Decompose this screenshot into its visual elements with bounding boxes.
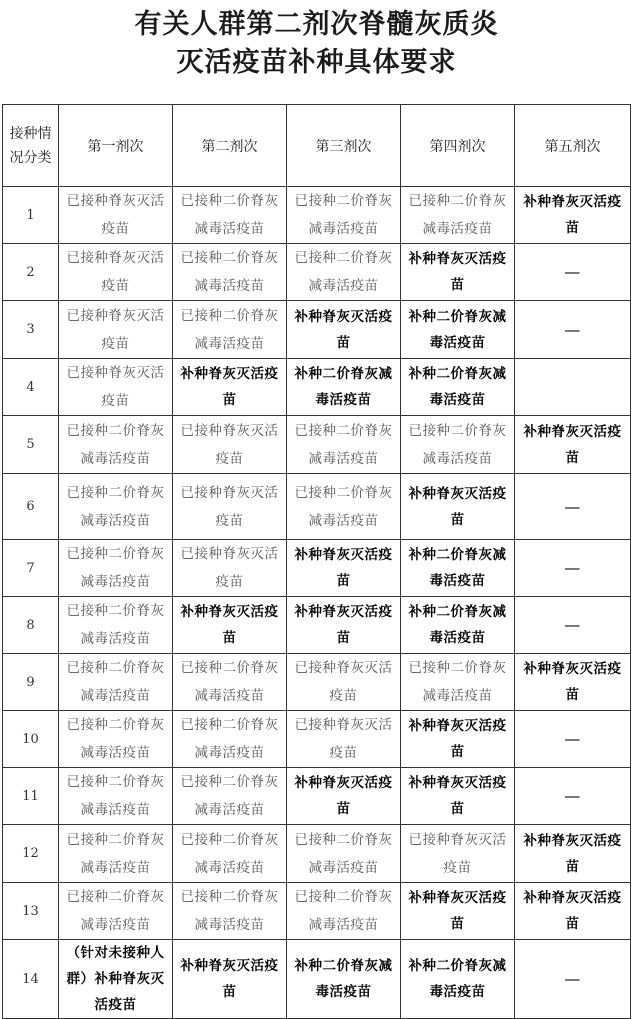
dose-2-cell xyxy=(173,416,287,474)
cell-text: 已接种脊灰灭活疫苗 xyxy=(408,831,507,876)
header-dose-2: 第二剂次 xyxy=(173,105,287,187)
table-header-row xyxy=(3,105,631,187)
dose-1-cell xyxy=(59,825,173,883)
dose-4-cell xyxy=(401,883,515,940)
header-dose-1: 第一剂次 xyxy=(59,105,173,187)
dose-1-cell xyxy=(59,768,173,825)
cell-text: — xyxy=(564,262,581,281)
cell-text: 已接种二价脊灰减毒活疫苗 xyxy=(66,889,165,933)
dose-3-cell xyxy=(287,711,401,768)
cell-text: 已接种脊灰灭活疫苗 xyxy=(66,307,165,352)
cell-text: 补种脊灰灭活疫苗 xyxy=(523,832,622,875)
cell-text: 已接种脊灰灭活疫苗 xyxy=(66,250,165,294)
cell-text: 已接种脊灰灭活疫苗 xyxy=(294,660,393,704)
dose-5-cell xyxy=(515,597,631,654)
dose-1-cell xyxy=(59,540,173,597)
dose-5-cell xyxy=(515,940,631,1019)
cell-text: 补种脊灰灭活疫苗 xyxy=(180,366,279,408)
dose-2-cell xyxy=(173,187,287,244)
dose-4-cell xyxy=(401,301,515,359)
dose-1-cell xyxy=(59,301,173,359)
cell-text: 已接种二价脊灰减毒活疫苗 xyxy=(294,484,393,529)
cell-text: 补种脊灰灭活疫苗 xyxy=(294,547,393,589)
dose-2-cell xyxy=(173,474,287,540)
dose-3-cell xyxy=(287,540,401,597)
document-title-line-1: 有关人群第二剂次脊髓灰质炎 xyxy=(134,9,499,40)
cell-text: 补种脊灰灭活疫苗 xyxy=(408,485,507,528)
cell-text: 已接种二价脊灰减毒活疫苗 xyxy=(66,603,165,647)
cell-text: 已接种二价脊灰减毒活疫苗 xyxy=(66,546,165,590)
dose-2-cell xyxy=(173,301,287,359)
row-number: 10 xyxy=(3,711,59,768)
cell-text: — xyxy=(564,615,581,634)
table-row xyxy=(3,711,631,768)
row-number: 12 xyxy=(3,825,59,883)
cell-text: 已接种二价脊灰减毒活疫苗 xyxy=(294,193,393,237)
cell-text: 已接种二价脊灰减毒活疫苗 xyxy=(294,422,393,467)
row-number: 8 xyxy=(3,597,59,654)
document-title-line-2: 灭活疫苗补种具体要求 xyxy=(176,47,457,78)
dose-2-cell xyxy=(173,244,287,301)
cell-text: 补种脊灰灭活疫苗 xyxy=(294,775,393,817)
cell-text: 补种二价脊灰减毒活疫苗 xyxy=(408,308,507,351)
dose-4-cell xyxy=(401,825,515,883)
cell-text: 已接种二价脊灰减毒活疫苗 xyxy=(66,422,165,467)
row-number: 9 xyxy=(3,654,59,711)
dose-1-cell xyxy=(59,359,173,416)
cell-text: 已接种二价脊灰减毒活疫苗 xyxy=(180,660,279,704)
row-number: 4 xyxy=(3,359,59,416)
table-row xyxy=(3,474,631,540)
cell-text: 已接种二价脊灰减毒活疫苗 xyxy=(180,250,279,294)
dose-2-cell xyxy=(173,768,287,825)
table-row xyxy=(3,825,631,883)
cell-text: 补种二价脊灰减毒活疫苗 xyxy=(408,604,507,646)
cell-text: 补种脊灰灭活疫苗 xyxy=(523,194,622,236)
cell-text: 已接种脊灰灭活疫苗 xyxy=(180,484,279,529)
header-dose-3: 第三剂次 xyxy=(287,105,401,187)
cell-text: 已接种二价脊灰减毒活疫苗 xyxy=(408,193,507,237)
dose-5-cell xyxy=(515,474,631,540)
cell-text: 已接种二价脊灰减毒活疫苗 xyxy=(408,422,507,467)
row-number: 11 xyxy=(3,768,59,825)
table-row xyxy=(3,597,631,654)
cell-text: — xyxy=(564,786,581,805)
cell-text: 补种二价脊灰减毒活疫苗 xyxy=(408,958,507,1000)
dose-3-cell xyxy=(287,883,401,940)
cell-text: 已接种二价脊灰减毒活疫苗 xyxy=(408,660,507,704)
dose-3-cell xyxy=(287,244,401,301)
table-row xyxy=(3,940,631,1019)
dose-1-cell xyxy=(59,416,173,474)
table-row xyxy=(3,654,631,711)
cell-text: 补种脊灰灭活疫苗 xyxy=(408,890,507,932)
dose-2-cell xyxy=(173,359,287,416)
cell-text: 已接种二价脊灰减毒活疫苗 xyxy=(66,831,165,876)
cell-text: — xyxy=(564,558,581,577)
row-number: 6 xyxy=(3,474,59,540)
table-row xyxy=(3,883,631,940)
cell-text: — xyxy=(564,319,581,339)
cell-text: 已接种脊灰灭活疫苗 xyxy=(180,546,279,590)
cell-text: 补种脊灰灭活疫苗 xyxy=(523,890,622,932)
dose-5-cell xyxy=(515,301,631,359)
dose-2-cell xyxy=(173,654,287,711)
cell-text: 补种脊灰灭活疫苗 xyxy=(408,251,507,293)
cell-text: 已接种二价脊灰减毒活疫苗 xyxy=(294,889,393,933)
dose-1-cell xyxy=(59,244,173,301)
dose-4-cell xyxy=(401,416,515,474)
dose-2-cell xyxy=(173,711,287,768)
cell-text: 补种脊灰灭活疫苗 xyxy=(523,661,622,703)
dose-5-cell xyxy=(515,883,631,940)
table-row xyxy=(3,359,631,416)
dose-3-cell xyxy=(287,301,401,359)
cell-text: 已接种二价脊灰减毒活疫苗 xyxy=(180,717,279,761)
cell-text: 已接种二价脊灰减毒活疫苗 xyxy=(180,307,279,352)
header-category: 接种情况分类 xyxy=(3,105,59,187)
dose-4-cell xyxy=(401,540,515,597)
dose-4-cell xyxy=(401,359,515,416)
vaccine-schedule-table xyxy=(2,104,631,1019)
dose-4-cell xyxy=(401,187,515,244)
row-number: 14 xyxy=(3,940,59,1019)
dose-4-cell xyxy=(401,711,515,768)
header-dose-4: 第四剂次 xyxy=(401,105,515,187)
table-row xyxy=(3,540,631,597)
cell-text: 补种二价脊灰减毒活疫苗 xyxy=(408,366,507,408)
table-row xyxy=(3,301,631,359)
dose-4-cell xyxy=(401,597,515,654)
cell-text: 补种脊灰灭活疫苗 xyxy=(180,604,279,646)
cell-text: 已接种二价脊灰减毒活疫苗 xyxy=(66,774,165,818)
cell-text: 已接种二价脊灰减毒活疫苗 xyxy=(66,717,165,761)
table-row xyxy=(3,416,631,474)
dose-3-cell xyxy=(287,940,401,1019)
dose-4-cell xyxy=(401,244,515,301)
cell-text: （针对未接种人群）补种脊灰灭活疫苗 xyxy=(66,945,165,1013)
dose-3-cell xyxy=(287,416,401,474)
row-number: 13 xyxy=(3,883,59,940)
dose-1-cell xyxy=(59,597,173,654)
cell-text: 补种脊灰灭活疫苗 xyxy=(523,423,622,466)
cell-text: 已接种二价脊灰减毒活疫苗 xyxy=(180,831,279,876)
cell-text: 补种脊灰灭活疫苗 xyxy=(408,775,507,817)
row-number: 2 xyxy=(3,244,59,301)
dose-2-cell xyxy=(173,540,287,597)
dose-2-cell xyxy=(173,940,287,1019)
table-body xyxy=(3,187,631,1019)
table-row xyxy=(3,187,631,244)
dose-3-cell xyxy=(287,187,401,244)
dose-3-cell xyxy=(287,654,401,711)
dose-1-cell xyxy=(59,654,173,711)
dose-3-cell xyxy=(287,825,401,883)
dose-4-cell xyxy=(401,654,515,711)
dose-3-cell xyxy=(287,597,401,654)
dose-1-cell xyxy=(59,187,173,244)
cell-text: 已接种脊灰灭活疫苗 xyxy=(180,422,279,467)
dose-2-cell xyxy=(173,883,287,940)
dose-1-cell xyxy=(59,474,173,540)
dose-5-cell xyxy=(515,540,631,597)
dose-1-cell xyxy=(59,940,173,1019)
dose-5-cell xyxy=(515,187,631,244)
cell-text: 已接种二价脊灰减毒活疫苗 xyxy=(294,831,393,876)
cell-text: — xyxy=(564,496,581,516)
row-number: 5 xyxy=(3,416,59,474)
dose-2-cell xyxy=(173,597,287,654)
cell-text: — xyxy=(564,729,581,748)
table-row xyxy=(3,244,631,301)
cell-text: 已接种脊灰灭活疫苗 xyxy=(66,193,165,237)
cell-text: 已接种二价脊灰减毒活疫苗 xyxy=(180,889,279,933)
dose-3-cell xyxy=(287,359,401,416)
dose-5-cell xyxy=(515,711,631,768)
cell-text: 已接种二价脊灰减毒活疫苗 xyxy=(180,193,279,237)
cell-text: 补种二价脊灰减毒活疫苗 xyxy=(408,547,507,589)
dose-5-cell xyxy=(515,825,631,883)
dose-3-cell xyxy=(287,768,401,825)
cell-text: 已接种脊灰灭活疫苗 xyxy=(294,717,393,761)
dose-4-cell xyxy=(401,474,515,540)
cell-text: 补种二价脊灰减毒活疫苗 xyxy=(294,958,393,1000)
table-row xyxy=(3,768,631,825)
dose-5-cell xyxy=(515,768,631,825)
cell-text: 已接种二价脊灰减毒活疫苗 xyxy=(66,660,165,704)
cell-text: 已接种脊灰灭活疫苗 xyxy=(66,365,165,409)
dose-1-cell xyxy=(59,883,173,940)
cell-text: 补种脊灰灭活疫苗 xyxy=(180,958,279,1000)
dose-4-cell xyxy=(401,940,515,1019)
dose-1-cell xyxy=(59,711,173,768)
dose-2-cell xyxy=(173,825,287,883)
dose-5-cell xyxy=(515,654,631,711)
dose-4-cell xyxy=(401,768,515,825)
cell-text: 已接种二价脊灰减毒活疫苗 xyxy=(66,484,165,529)
dose-3-cell xyxy=(287,474,401,540)
dose-5-cell xyxy=(515,359,631,416)
dose-5-cell xyxy=(515,244,631,301)
cell-text: 补种脊灰灭活疫苗 xyxy=(294,604,393,646)
row-number: 7 xyxy=(3,540,59,597)
cell-text: 补种脊灰灭活疫苗 xyxy=(408,718,507,760)
header-dose-5: 第五剂次 xyxy=(515,105,631,187)
cell-text: — xyxy=(564,969,581,988)
cell-text: 已接种二价脊灰减毒活疫苗 xyxy=(294,250,393,294)
row-number: 3 xyxy=(3,301,59,359)
row-number: 1 xyxy=(3,187,59,244)
cell-text: 补种二价脊灰减毒活疫苗 xyxy=(294,366,393,408)
dose-5-cell xyxy=(515,416,631,474)
cell-text: 已接种二价脊灰减毒活疫苗 xyxy=(180,774,279,818)
cell-text: 补种脊灰灭活疫苗 xyxy=(294,308,393,351)
